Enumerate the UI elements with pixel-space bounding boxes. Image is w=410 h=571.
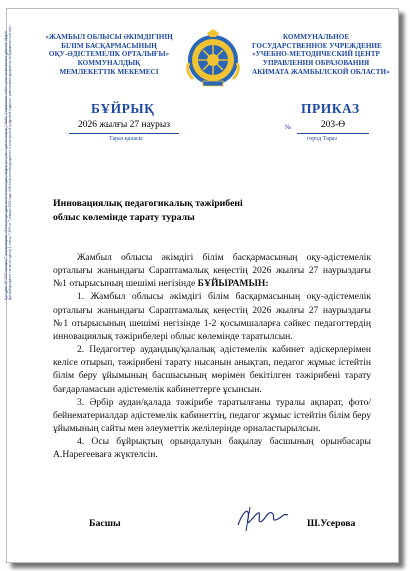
paragraph-item-2: 2. Педагогтер аудандық/қалалық әдістемелік кабинет әдіскерлерімен келісе отырып, тәжірибені тарату нысанын анықтап, педагог жұмыс істейтін білім беру ұйымының басшысының мөрімен бекітілген тәжірибені тарату бағдарламасын әдістемелік кабинеттерге ұсынсын.	[53, 344, 371, 395]
order-number: 203-Ө	[297, 120, 369, 134]
document-title: Инновациялық педагогикалық тәжірибені облыс көлемінде тарату туралы	[53, 198, 243, 223]
city-kz: Тараз қаласы	[109, 136, 143, 142]
paragraph-item-1: 1. Жамбыл облысы әкімдігі білім басқармасының оқу-әдістемелік орталығы жанындағы Сараптамалық кеңестің 2026 жылғы 27 наурыздағы №1 отырысының шешімі негізінде 1-2 қосымшаларға сәйкес педагогтердің инновациялық тәжірибелері облыс көлемінде таратылсын.	[53, 291, 371, 342]
signatory-title: Басшы	[89, 518, 121, 529]
handwritten-signature-icon	[232, 503, 292, 533]
header-right-org-name: КОММУНАЛЬНОЕ ГОСУДАРСТВЕННОЕ УЧРЕЖДЕНИЕ «УЧЕБНО-МЕТОДИЧЕСКИЙ ЦЕНТР УПРАВЛЕНИЯ ОБРАЗОВАНИЯ АКИМАТА ЖАМБЫЛСКОЙ ОБЛАСТИ»	[252, 33, 390, 76]
order-keyword: БҰЙЫРАМЫН:	[197, 278, 269, 290]
document-body	[53, 251, 371, 462]
city-ru: город Тараз	[307, 136, 337, 142]
header-left-org-name: «ЖАМБЫЛ ОБЛЫСЫ ӘКІМДІГІНІҢ БІЛІМ БАСҚАРМАСЫНЫҢ ОҚУ-ӘДІСТЕМЕЛІК ОРТАЛЫҒЫ» КОММУНАЛДЫҚ МЕМЛЕКЕТТІК МЕКЕМЕСІ	[45, 33, 173, 76]
number-prefix: №	[285, 124, 292, 131]
kazakhstan-state-emblem-icon	[185, 29, 241, 89]
legal-side-note: Бұл құжат ҚР 2003 жылдың 7 қаңтарындағы «Электронды құжат және электрондық сандық қол қою» туралы заңның 7 бабы, 1 тармағына сәйкес қағаз тасығыштағы құжатпен бірдей. Данный документ согласно пункту 1 статьи 7 ЗРК от 7 января 2003 года «Об электронном документе и электронной цифровой подписи» равнозначен документу на бумажном носителе.	[4, 25, 12, 300]
order-date: 2026 жылғы 27 наурыз	[69, 120, 179, 134]
doc-type-kz: БҰЙРЫҚ	[91, 101, 155, 116]
document-page	[6, 8, 399, 563]
paragraph-item-3: 3. Әрбір аудан/қалада тәжірибе таратылғаны туралы ақпарат, фото/бейнематериалдар әдістемелік кабинеттің, педагог жұмыс істейтін білім беру ұйымының сайты мен әлеуметтік желілерінде орналастырылсын.	[53, 396, 371, 435]
paragraph-preamble: Жамбыл облысы әкімдігі білім басқармасының оқу-әдістемелік орталығы жанындағы Сараптамалық кеңестің 2026 жылғы 27 наурыздағы №1 отырысының шешімі негізінде БҰЙЫРАМЫН:	[53, 252, 371, 290]
doc-type-ru: ПРИКАЗ	[301, 101, 360, 116]
signatory-name: Ш.Усерова	[307, 518, 356, 529]
paragraph-item-4: 4. Осы бұйрықтың орындалуын бақылау басшының орынбасары А.Нарегееваға жүктелсін.	[53, 436, 371, 461]
